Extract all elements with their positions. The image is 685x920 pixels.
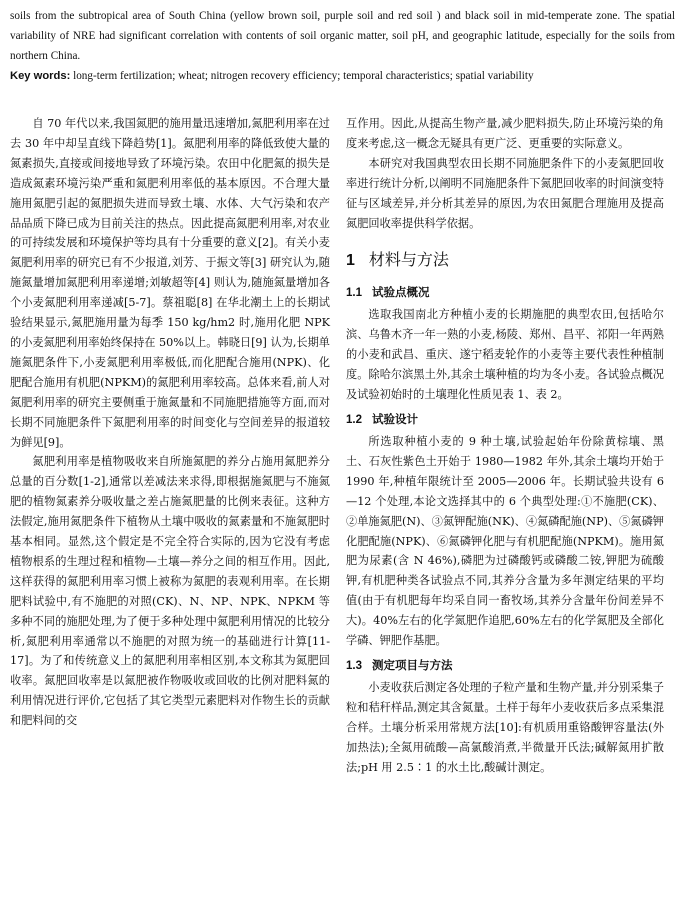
section-title: 材料与方法: [368, 250, 449, 270]
keywords-line: [10, 66, 675, 86]
section-heading-materials-methods: [346, 249, 664, 272]
measurements-paragraph: 小麦收获后测定各处理的子粒产量和生物产量,并分别采集子粒和秸秆样品,测定其含氮量。土样于每年小麦收获后多点采集混合样。土壤分析采用常规方法[10]:有机质用重铬酸钾容量法(外加热法);全氮用硫酸—高氯酸消煮,半微量开氏法;碱解氮用扩散法;pH 用 2.5∶1 的水土比,酸碱计测定。: [346, 680, 664, 774]
experiment-design-paragraph: 所选取种植小麦的 9 种土壤,试验起始年份除黄棕壤、黑土、石灰性紫色土开始于 1980—1982 年外,其余土壤均开始于 1990 年,种植年限统计至 2005—2006 年。长期试验共设有 6—12 个处理,本论文选择其中的 6 个典型处理:①不施肥(CK)、②单施氮肥(N)、③氮钾配施(NK)、④氮磷配施(NP)、⑤氮磷钾化肥配施(NPK)、⑥氮磷钾化肥与有机肥配施(NPKM)。施用氮肥为尿素(含 N 46%),磷肥为过磷酸钙或磷酸二铵,钾肥为硫酸钾,有机肥种类各试验点不同,其养分含量为多年测定结果的平均值(由于有机肥每年均采自同一畜牧场,其养分含量年份间差异不大)。40%左右的化学氮肥作追肥,60%左右的化学氮肥及全部化学磷、钾肥作基肥。: [346, 434, 664, 648]
intro-paragraph-3: 本研究对我国典型农田长期不同施肥条件下的小麦氮肥回收率进行统计分析,以阐明不同施肥条件下氮肥回收率的时间演变特征与区域差异,并分析其差异的原因,为农田氮肥合理施用及提高氮肥回收率提供科学依据。: [346, 156, 664, 230]
keywords-label: Key words:: [10, 70, 71, 82]
subsection-title: 测定项目与方法: [372, 657, 453, 672]
intro-paragraph-2-continued: 互作用。因此,从提高生物产量,减少肥料损失,防止环境污染的角度来考虑,这一概念无疑具有更广泛、更重要的实际意义。: [346, 117, 664, 150]
keywords-text: long-term fertilization; wheat; nitrogen recovery efficiency; temporal characteristics; spatial variability: [70, 70, 534, 82]
subsection-title: 试验设计: [372, 411, 418, 426]
intro-paragraph-1: 自 70 年代以来,我国氮肥的施用量迅速增加,氮肥利用率在过去 30 年中却呈直线下降趋势[1]。氮肥利用率的降低致使大量的氮素损失,直接或间接地导致了环境污染。农田中化肥氮的损失是造成氮素环境污染严重和氮肥利用率低的基本原因。不合理大量施用氮肥引起的氮肥损失进而导致土壤、水体、大气污染和农产品品质下降已成为目前关注的热点。因此提高氮肥利用率,对农业的可持续发展和环境保护等均具有十分重要的意义[2]。有关小麦氮肥利用率的研究已有不少报道,刘芳、于振文等[3] 研究认为,随施氮量增加氮肥利用率递增;刘敏超等[4] 则认为,随施氮量增加各个小麦氮肥利用率递减[5-7]。蔡祖聪[8] 在华北潮土上的长期试验结果显示,氮肥施用量为每季 150 kg/hm2 时,施用化肥 NPK 的小麦氮肥利用率始终保持在 50%以上。韩晓日[9] 认为,长期单施氮肥条件下,小麦氮肥利用率极低,而化肥配合施用(NPK)、化肥配合施用有机肥(NPKM)的氮肥利用率较高。总体来看,前人对氮肥利用率的研究主要侧重于施氮量和不同施肥措施等方面,而对长期不同施肥条件下氮肥利用率的时间变化与空间差异的报道较为鲜见[9]。: [10, 117, 330, 449]
subsection-number: 1.1: [346, 287, 362, 300]
subsection-heading-experiment-design: [346, 409, 664, 430]
subsection-heading-site-overview: [346, 282, 664, 303]
site-overview-paragraph: 选取我国南北方种植小麦的长期施肥的典型农田,包括哈尔滨、乌鲁木齐一年一熟的小麦,杨陵、郑州、昌平、祁阳一年两熟的小麦和武昌、重庆、遂宁稻麦轮作的小麦等主要代表性种植制度。除哈尔滨黑土外,其余土壤种植的均为冬小麦。各试验点概况及试验初始时的土壤理化性质见表 1、表 2。: [346, 308, 664, 402]
subsection-number: 1.2: [346, 413, 362, 426]
intro-paragraph-2: 氮肥利用率是植物吸收来自所施氮肥的养分占施用氮肥养分总量的百分数[1-2],通常以差减法来求得,即根据施氮肥与不施氮肥的植物氮素养分吸收量之差占施氮肥量的比例来表征。这种方法假定,施用氮肥条件下植物从土壤中吸收的氮素量和不施氮肥时基本相同。显然,这个假定是不完全符合实际的,因为它没有考虑植物根系的生理过程和植物—土壤—养分之间的相互作用。因此,这样获得的氮肥利用率习惯上被称为氮肥的表观利用率。在长期肥料试验中,有不施肥的对照(CK)、N、NP、NPK、NPKM 等多种不同的施肥处理,为了便于多种处理中氮肥利用情况的比较分析,氮肥利用率通常以不施肥的对照为统一的基础进行计算[11-17]。为了和传统意义上的氮肥利用率相区别,本文称其为氮肥回收率。氮肥回收率是以氮肥被作物吸收或回收的比例对肥料氮的利用情况进行评价,它包括了其它类型元素肥料对作物生长的贡献和肥料间的交: [10, 455, 330, 728]
left-column: [10, 114, 330, 731]
right-column: [346, 114, 664, 777]
abstract-text: soils from the subtropical area of South China (yellow brown soil, purple soil and red soil ) and black soil in mid-temperate zone. The spatial variability of NRE had significant correlation with contents of soil organic matter, soil pH, and geographic latitude, especially for the soils from northern China.: [10, 10, 675, 62]
subsection-heading-measurements: [346, 655, 664, 676]
section-number: 1: [346, 252, 355, 270]
subsection-title: 试验点概况: [372, 285, 430, 300]
abstract-block: [10, 6, 675, 86]
subsection-number: 1.3: [346, 659, 362, 672]
